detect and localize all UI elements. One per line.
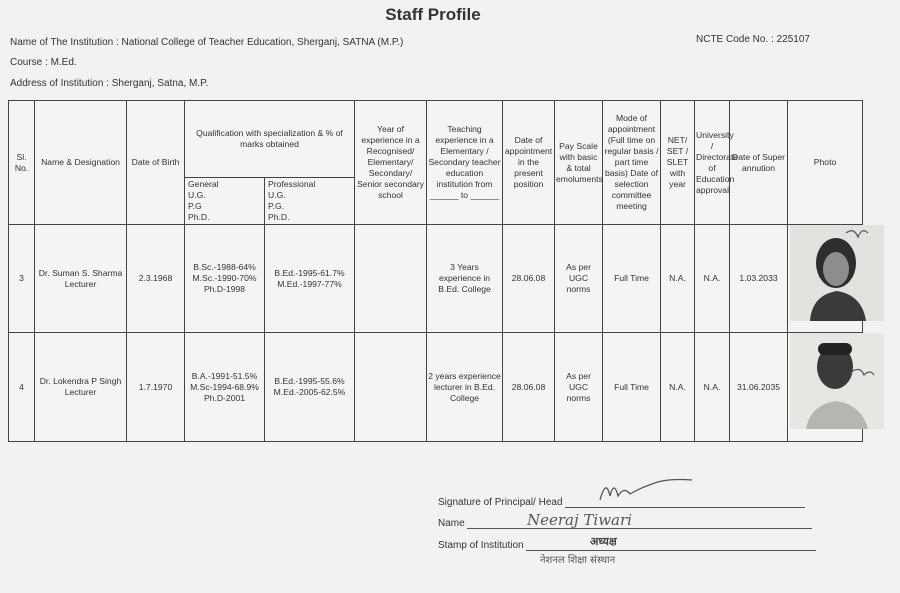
cell-name: Dr. Lokendra P Singh Lecturer: [35, 333, 127, 442]
cell-net: N.A.: [661, 225, 695, 333]
cell-name: Dr. Suman S. Sharma Lecturer: [35, 225, 127, 333]
cell-photo: [788, 225, 863, 333]
principal-signature: [596, 476, 696, 506]
header-name: Name & Designation: [35, 101, 127, 225]
institution-address: Address of Institution : Sherganj, Satna, M.P.: [10, 78, 209, 89]
header-photo: Photo: [788, 101, 863, 225]
header-date-appointment: Date of appointment in the present position: [503, 101, 555, 225]
institution-name: Name of The Institution : National College of Teacher Education, Sherganj, SATNA (M.P.): [10, 37, 404, 48]
handwritten-name: Neeraj Tiwari: [527, 511, 632, 529]
name-label: Name: [438, 518, 465, 529]
header-university-approval: University / Directorate of Education approval: [695, 101, 730, 225]
staff-photo: [790, 333, 884, 429]
cell-dob: 1.7.1970: [127, 333, 185, 442]
course: Course : M.Ed.: [10, 57, 77, 68]
name-line: [467, 517, 812, 529]
cell-doa: 28.06.08: [503, 225, 555, 333]
header-professional: Professional U.G. P.G. Ph.D.: [265, 178, 355, 225]
stamp-label: Stamp of Institution: [438, 540, 524, 551]
table-row: [9, 333, 863, 442]
cell-year: [355, 333, 427, 442]
header-sl-no: Sl. No.: [9, 101, 35, 225]
cell-sl: 4: [9, 333, 35, 442]
page-title: Staff Profile: [385, 5, 481, 24]
cell-univ: N.A.: [695, 225, 730, 333]
stamp-line: [526, 539, 816, 551]
cell-pay: As per UGC norms: [555, 333, 603, 442]
header-mode-appointment: Mode of appointment (Full time on regular basis / part time basis) Date of selection committee meeting: [603, 101, 661, 225]
stamp-text: अध्यक्ष: [590, 535, 617, 548]
cell-net: N.A.: [661, 333, 695, 442]
cell-pay: As per UGC norms: [555, 225, 603, 333]
cell-professional: B.Ed.-1995-55.6% M.Ed.-2005-62.5%: [265, 333, 355, 442]
header-net-set: NET/ SET / SLET with year: [661, 101, 695, 225]
cell-doa: 28.06.08: [503, 333, 555, 442]
cell-professional: B.Ed.-1995-61.7% M.Ed.-1997-77%: [265, 225, 355, 333]
cell-photo: [788, 333, 863, 442]
cell-general: B.Sc.-1988-64% M.Sc.-1990-70% Ph.D-1998: [185, 225, 265, 333]
signature-label: Signature of Principal/ Head: [438, 497, 563, 508]
cell-univ: N.A.: [695, 333, 730, 442]
cell-sl: 3: [9, 225, 35, 333]
header-dob: Date of Birth: [127, 101, 185, 225]
header-superannuation: Date of Super annution: [730, 101, 788, 225]
cell-super: 31.06.2035: [730, 333, 788, 442]
header-qualification: Qualification with specialization & % of marks obtained: [185, 101, 355, 178]
cell-teaching: 2 years experience lecturer in B.Ed. College: [427, 333, 503, 442]
cell-mode: Full Time: [603, 333, 661, 442]
ncte-code: NCTE Code No. : 225107: [696, 34, 810, 45]
stamp-text-institution: नेशनल शिक्षा संस्थान: [540, 555, 616, 566]
cell-teaching: 3 Years experience in B.Ed. College: [427, 225, 503, 333]
header-general: General U.G. P.G Ph.D.: [185, 178, 265, 225]
cell-general: B.A.-1991-51.5% M.Sc-1994-68.9% Ph.D-2001: [185, 333, 265, 442]
cell-super: 1.03.2033: [730, 225, 788, 333]
cell-year: [355, 225, 427, 333]
header-year-experience: Year of experience in a Recognised/ Elementary/ Secondary/ Senior secondary school: [355, 101, 427, 225]
staff-photo: [790, 225, 884, 321]
cell-mode: Full Time: [603, 225, 661, 333]
header-teaching-experience: Teaching experience in a Elementary / Secondary teacher education institution from ______ to ______: [427, 101, 503, 225]
staff-table: [8, 100, 863, 442]
cell-dob: 2.3.1968: [127, 225, 185, 333]
stamp-row: [438, 539, 816, 551]
table-row: [9, 225, 863, 333]
header-pay-scale: Pay Scale with basic & total emoluments: [555, 101, 603, 225]
